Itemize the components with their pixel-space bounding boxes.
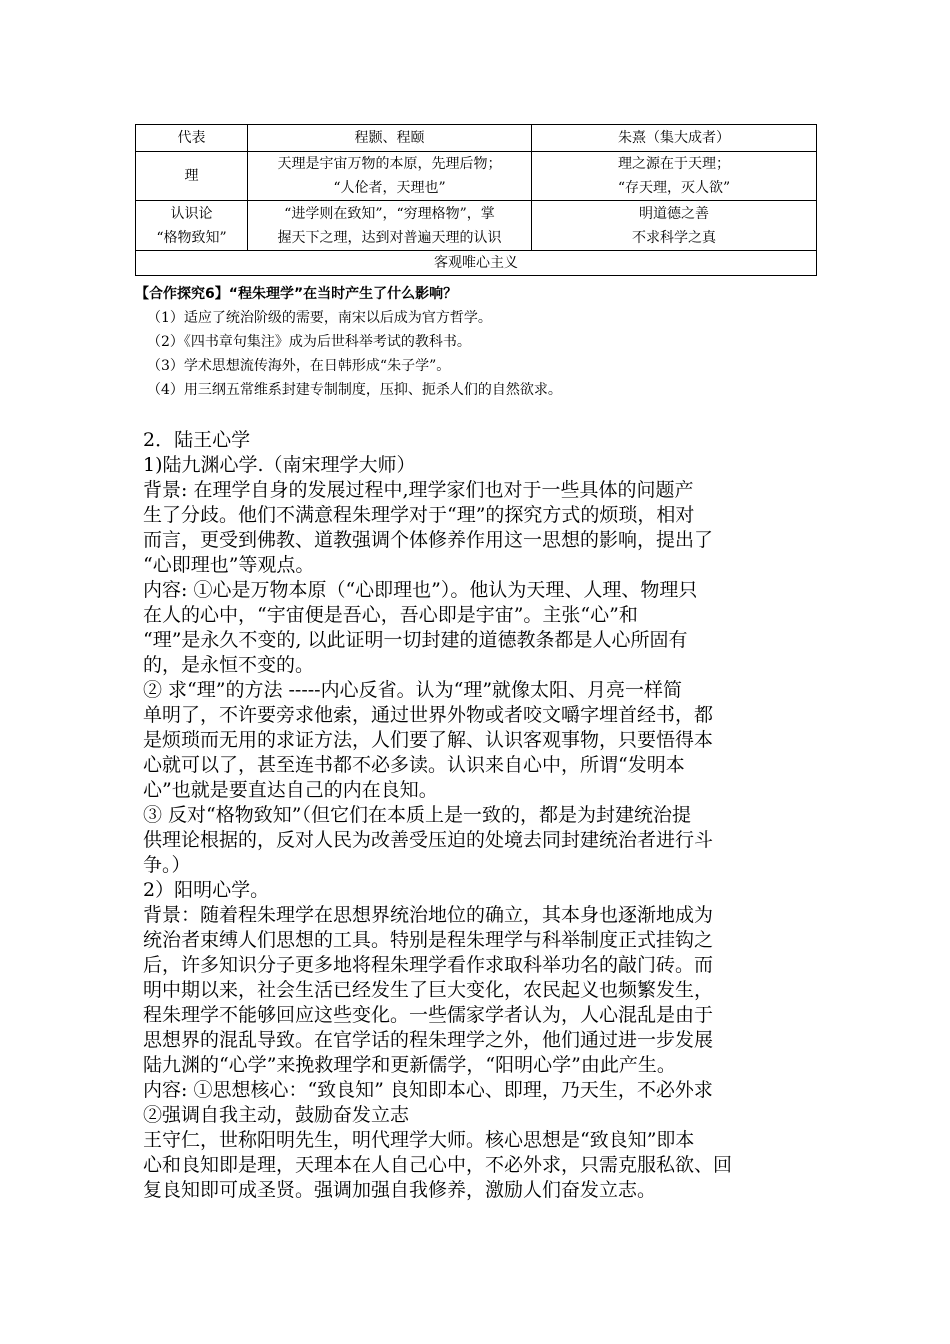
text-line: 程朱理学不能够回应这些变化。一些儒家学者认为，人心混乱是由于 bbox=[143, 1004, 714, 1026]
text-line: 生了分歧。他们不满意程朱理学对于“理”的探究方式的烦琐，相对 bbox=[143, 504, 695, 526]
coop-section bbox=[135, 282, 835, 402]
cell-text: 理 bbox=[184, 168, 199, 184]
table-row bbox=[136, 201, 817, 251]
text-line: 单明了，不许要旁求他索，通过世界外物或者咬文嚼字埋首经书，都 bbox=[143, 704, 714, 726]
row-label-cell bbox=[136, 152, 248, 201]
text-line: 是烦琐而无用的求证方法，人们要了解、认识客观事物，只要悟得本 bbox=[143, 729, 714, 751]
text-line: 明中期以来，社会生活已经发生了巨大变化，农民起义也频繁发生， bbox=[143, 979, 714, 1001]
text-line: ② 求“理”的方法 -----内心反省。认为“理”就像太阳、月亮一样简 bbox=[143, 679, 683, 701]
cell-text: 理之源在于天理； bbox=[618, 156, 730, 172]
cell-text: “格物致知” bbox=[156, 229, 227, 246]
table-header-row bbox=[136, 125, 817, 152]
text-line: 后，许多知识分子更多地将程朱理学看作求取科举功名的敲门砖。而 bbox=[143, 954, 714, 976]
subsection-heading: 2）阳明心学。 bbox=[143, 879, 270, 901]
subsection-heading: 1)陆九渊心学.（南宋理学大师） bbox=[143, 454, 416, 476]
text-line: 王守仁，世称阳明先生，明代理学大师。核心思想是“致良知”即本 bbox=[143, 1129, 695, 1151]
comparison-table bbox=[135, 124, 817, 276]
text-line: ③ 反对“格物致知”（但它们在本质上是一致的，都是为封建统治提 bbox=[143, 804, 691, 826]
header-cell: 朱熹（集大成者） bbox=[532, 125, 817, 152]
text-line: ②强调自我主动，鼓励奋发立志 bbox=[143, 1104, 410, 1126]
cell-text: “进学则在致知”，“穷理格物”，掌 bbox=[284, 205, 495, 222]
section-heading: 2．陆王心学 bbox=[143, 429, 251, 451]
coop-item: （3）学术思想流传海外，在日韩形成“朱子学”。 bbox=[147, 358, 451, 374]
text-line: 供理论根据的，反对人民为改善受压迫的处境去同封建统治者进行斗 bbox=[143, 829, 714, 851]
cell-text: 不求科学之真 bbox=[632, 229, 716, 246]
cell-text: 握天下之理，达到对普遍天理的认识 bbox=[277, 229, 502, 246]
text-line: 心和良知即是理，天理本在人自己心中，不必外求，只需克服私欲、回 bbox=[143, 1154, 733, 1176]
row-label-cell bbox=[136, 201, 248, 251]
text-line: 在人的心中，“宇宙便是吾心，吾心即是宇宙”。主张“心”和 bbox=[143, 604, 638, 626]
coop-item: （4）用三纲五常维系封建专制制度，压抑、扼杀人们的自然欲求。 bbox=[147, 382, 562, 398]
text-line: 陆九渊的“心学”来挽救理学和更新儒学，“阳明心学”由此产生。 bbox=[143, 1054, 676, 1076]
coop-item: （1）适应了统治阶级的需要，南宋以后成为官方哲学。 bbox=[147, 310, 492, 326]
cell-text: 天理是宇宙万物的本原，先理后物； bbox=[277, 156, 502, 172]
text-line: “理”是永久不变的, 以此证明一切封建的道德教条都是人心所固有 bbox=[143, 629, 688, 651]
table-footer-row bbox=[136, 251, 817, 276]
text-line: 内容: ①思想核心：“致良知” 良知即本心、即理，乃天生，不必外求 bbox=[143, 1079, 713, 1101]
table-footer-cell: 客观唯心主义 bbox=[136, 251, 817, 276]
text-line: 统治者束缚人们思想的工具。特别是程朱理学与科举制度正式挂钩之 bbox=[143, 929, 714, 951]
text-line: 的，是永恒不变的。 bbox=[143, 654, 315, 676]
coop-item: （2）《四书章句集注》成为后世科举考试的教科书。 bbox=[147, 334, 471, 350]
body-text bbox=[143, 428, 815, 1203]
table-cell bbox=[532, 152, 817, 201]
text-line: 背景：随着程朱理学在思想界统治地位的确立，其本身也逐渐地成为 bbox=[143, 904, 714, 926]
table-cell bbox=[248, 152, 532, 201]
text-line: 而言，更受到佛教、道教强调个体修养作用这一思想的影响，提出了 bbox=[143, 529, 714, 551]
cell-text: “人伦者，天理也” bbox=[333, 180, 446, 196]
header-cell: 代表 bbox=[136, 125, 248, 152]
text-line: 思想界的混乱导致。在官学话的程朱理学之外，他们通过进一步发展 bbox=[143, 1029, 714, 1051]
text-line: 争。） bbox=[143, 854, 191, 876]
header-cell: 程颢、程颐 bbox=[248, 125, 532, 152]
table-cell bbox=[532, 201, 817, 251]
text-line: 背景: 在理学自身的发展过程中,理学家们也对于一些具体的问题产 bbox=[143, 479, 694, 501]
text-line: 心就可以了，甚至连书都不必多读。认识来自心中，所谓“发明本 bbox=[143, 754, 685, 776]
text-line: “心即理也”等观点。 bbox=[143, 554, 315, 576]
text-line: 内容: ①心是万物本原（“心即理也”）。他认为天理、人理、物理只 bbox=[143, 579, 698, 601]
cell-text: 明道德之善 bbox=[639, 205, 709, 222]
cell-text: “存天理，灭人欲” bbox=[617, 180, 731, 196]
cell-text: 认识论 bbox=[170, 205, 213, 222]
text-line: 心”也就是要直达自己的内在良知。 bbox=[143, 779, 438, 801]
text-line: 复良知即可成圣贤。强调加强自我修养，激励人们奋发立志。 bbox=[143, 1179, 657, 1201]
coop-heading: 【合作探究6】“程朱理学”在当时产生了什么影响？ bbox=[135, 286, 458, 302]
table-cell bbox=[248, 201, 532, 251]
table-row bbox=[136, 152, 817, 201]
